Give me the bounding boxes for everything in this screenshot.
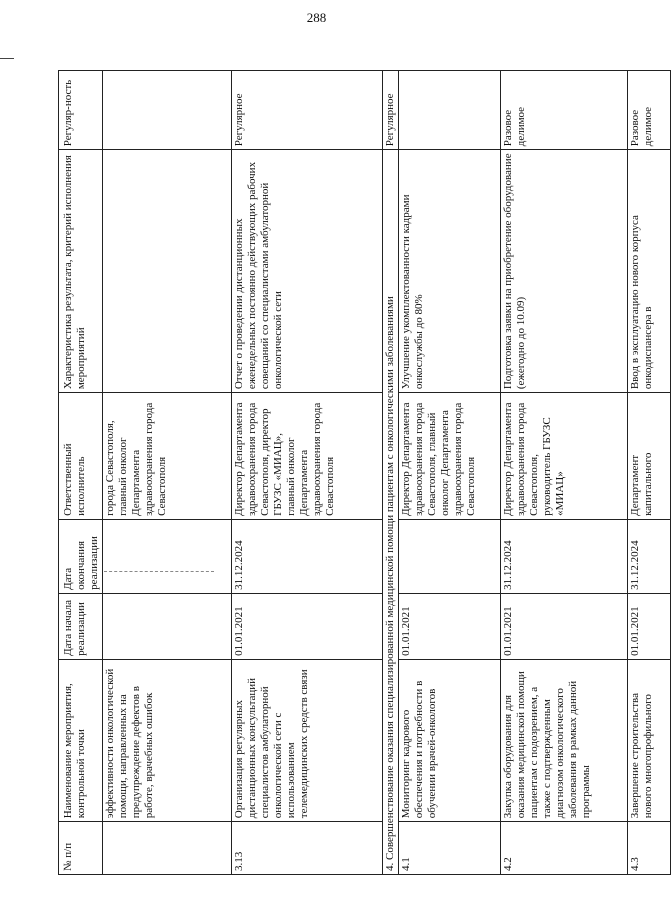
header-regularity: Регуляр-ность [59, 71, 103, 150]
cell-start [102, 593, 231, 659]
cell-end: 31.12.2024 [231, 519, 382, 593]
cell-responsible: Директор Департамента здравоохранения города Севастополя, главный онколог Департамента здравоохранения города Севастополя [398, 393, 500, 520]
header-num: № п/п [59, 822, 103, 875]
cell-regularity: Регулярное [231, 71, 382, 150]
table-header-row [59, 71, 103, 875]
cell-end: 31.12.2024 [627, 519, 670, 593]
cell-responsible: города Севастополя, главный онколог Департамента здравоохранения города Севастополя [102, 393, 231, 520]
margin-mark [0, 58, 14, 59]
cell-num [102, 822, 231, 875]
cell-start: 01.01.2021 [231, 593, 382, 659]
cell-start: 01.01.2021 [500, 593, 627, 659]
cell-start: 01.01.2021 [398, 593, 500, 659]
section-title: 4. Совершенствование оказания специализированной медицинской помощи пациентам с онкологическими заболеваниями [382, 150, 398, 875]
cell-end [102, 519, 231, 593]
section-regularity: Регулярное [382, 71, 398, 150]
cell-num: 4.2 [500, 822, 627, 875]
rotated-table-container [58, 70, 654, 875]
cell-name: Организация регулярных дистанционных консультаций специалистов амбулаторной онкологической сети с использованием телемедицинских средств связи [231, 659, 382, 821]
cell-start: 01.01.2021 [627, 593, 670, 659]
cell-name: Закупка оборудования для оказания медицинской помощи пациентам с подозрением, а также с подтвержденным диагнозом онкологического заболевания в рамках данной программы [500, 659, 627, 821]
cell-result: Улучшение укомплектованности кадрами онкослужбы до 80% [398, 150, 500, 393]
cell-num: 4.1 [398, 822, 500, 875]
cell-name: Мониторинг кадрового обеспечения и потребности в обучении врачей-онкологов [398, 659, 500, 821]
cell-result: Подготовка заявки на приобретение оборудование (ежегодно до 10.09) [500, 150, 627, 393]
cell-name: эффективности онкологической помощи, направленных на предупреждение дефектов в работе, врачебных ошибок [102, 659, 231, 821]
table-row [231, 71, 382, 875]
cell-num: 3.13 [231, 822, 382, 875]
measures-table [58, 70, 671, 875]
cell-responsible: Директор Департамента здравоохранения города Севастополя, директор ГБУЗС «МИАЦ», главный онколог Департамента здравоохранения города Севастополя [231, 393, 382, 520]
cell-end [398, 519, 500, 593]
cell-result: Отчет о проведении дистанционных еженедельных постоянно действующих рабочих совещаний со специалистами амбулаторной онкологической сети [231, 150, 382, 393]
table-row [398, 71, 500, 875]
header-start: Дата начала реализации [59, 593, 103, 659]
cell-responsible: Департамент капитального [627, 393, 670, 520]
cell-num: 4.3 [627, 822, 670, 875]
cell-regularity: Разовое делимое [627, 71, 670, 150]
header-name: Наименование мероприятия, контрольной точки [59, 659, 103, 821]
cell-regularity [398, 71, 500, 150]
cell-result [102, 150, 231, 393]
header-responsible: Ответственный исполнитель [59, 393, 103, 520]
table-row [500, 71, 627, 875]
cell-result: Ввод в эксплуатацию нового корпуса онкодиспансера в [627, 150, 670, 393]
cell-regularity: Разовое делимое [500, 71, 627, 150]
section-row [382, 71, 398, 875]
scan-dash-mark [104, 571, 214, 572]
cell-regularity [102, 71, 231, 150]
cell-name: Завершение строительства нового многопрофильного [627, 659, 670, 821]
header-end: Дата окончания реализации [59, 519, 103, 593]
table-row [627, 71, 670, 875]
header-result: Характеристика результата, критерий исполнения мероприятий [59, 150, 103, 393]
page-number: 288 [306, 10, 327, 25]
table-row [102, 71, 231, 875]
cell-responsible: Директор Департамента здравоохранения города Севастополя, руководитель ГБУЗС «МИАЦ» [500, 393, 627, 520]
cell-end: 31.12.2024 [500, 519, 627, 593]
